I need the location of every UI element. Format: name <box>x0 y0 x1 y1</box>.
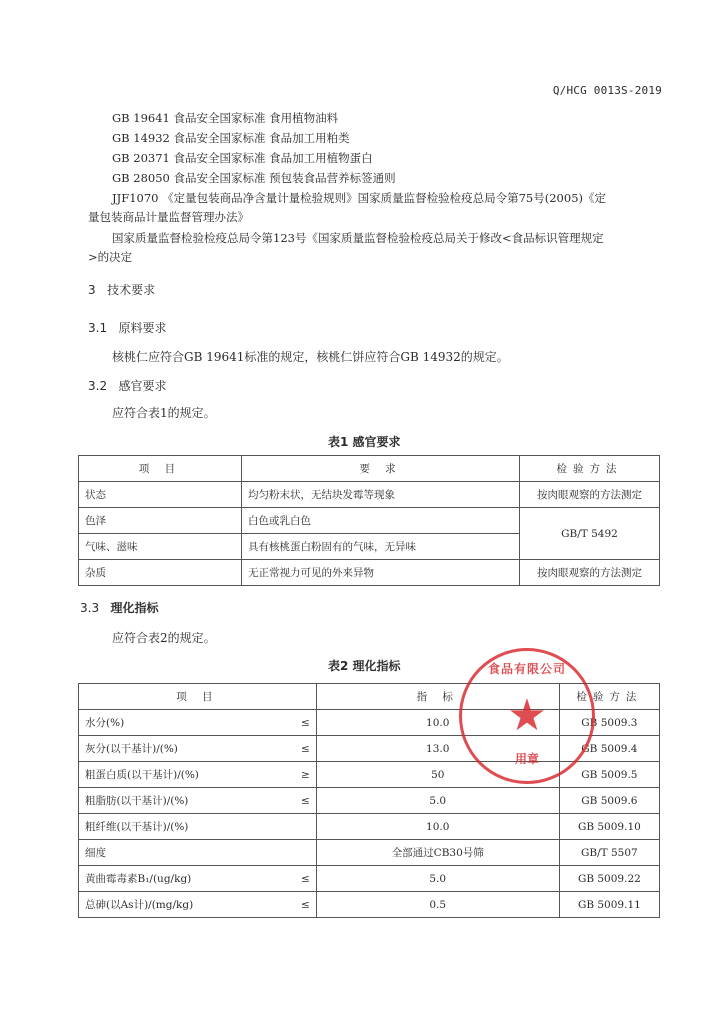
header-method: 检验方法 <box>559 684 659 710</box>
cell-comparator: ≤ <box>290 710 317 736</box>
cell-value: 50 <box>316 762 559 788</box>
cell-item: 水分(%) <box>79 710 290 736</box>
section-number: 3 <box>88 283 96 297</box>
header-item: 项 目 <box>79 456 242 482</box>
cell-comparator: ≤ <box>290 736 317 762</box>
cell-item: 气味、滋味 <box>79 534 242 560</box>
section-title: 感官要求 <box>118 379 167 393</box>
reference-gb28050: GB 28050 食品安全国家标准 预包装食品营养标签通则 <box>112 171 396 185</box>
section-title: 理化指标 <box>110 601 159 615</box>
cell-value: 0.5 <box>316 892 559 918</box>
cell-comparator <box>290 814 317 840</box>
cell-method: GB 5009.22 <box>559 866 659 892</box>
table-row <box>79 892 660 918</box>
section-3-2-text: 应符合表1的规定。 <box>112 406 216 420</box>
table-row <box>79 508 660 534</box>
cell-item: 粗脂肪(以干基计)/(%) <box>79 788 290 814</box>
cell-comparator: ≥ <box>290 762 317 788</box>
section-number: 3.3 <box>80 601 100 615</box>
section-number: 3.1 <box>88 321 108 335</box>
table-row <box>79 762 660 788</box>
cell-requirement: 白色或乳白色 <box>242 508 520 534</box>
table-row <box>79 866 660 892</box>
cell-method: GB 5009.5 <box>559 762 659 788</box>
section-3-2-heading <box>88 377 167 394</box>
cell-value: 10.0 <box>316 814 559 840</box>
header-method: 检验方法 <box>520 456 660 482</box>
header-item: 项 目 <box>79 684 317 710</box>
cell-method: GB 5009.3 <box>559 710 659 736</box>
sensory-requirements-table <box>78 455 660 586</box>
cell-comparator <box>290 840 317 866</box>
table-row <box>79 736 660 762</box>
cell-item: 黄曲霉毒素B₁/(ug/kg) <box>79 866 290 892</box>
cell-requirement: 均匀粉末状，无结块发霉等现象 <box>242 482 520 508</box>
document-number: Q/HCG 0013S-2019 <box>552 84 662 97</box>
table-row <box>79 788 660 814</box>
cell-method: GB/T 5492 <box>520 508 660 560</box>
cell-value: 5.0 <box>316 788 559 814</box>
table-row <box>79 560 660 586</box>
cell-item: 状态 <box>79 482 242 508</box>
cell-method: GB 5009.10 <box>559 814 659 840</box>
table-header-row <box>79 684 660 710</box>
header-requirement: 要 求 <box>242 456 520 482</box>
reference-jjf1070-cont: 量包装商品计量监督管理办法》 <box>88 210 249 224</box>
cell-method: GB 5009.6 <box>559 788 659 814</box>
section-number: 3.2 <box>88 379 108 393</box>
cell-value: 13.0 <box>316 736 559 762</box>
section-3-1-heading <box>88 319 167 336</box>
table-row <box>79 710 660 736</box>
cell-item: 总砷(以As计)/(mg/kg) <box>79 892 290 918</box>
cell-requirement: 具有核桃蛋白粉固有的气味，无异味 <box>242 534 520 560</box>
cell-item: 灰分(以干基计)/(%) <box>79 736 290 762</box>
reference-jjf1070: JJF1070 《定量包装商品净含量计量检验规则》国家质量监督检验检疫总局令第75号(2005)《定 <box>112 191 606 205</box>
reference-gb19641: GB 19641 食品安全国家标准 食用植物油料 <box>112 111 339 125</box>
seal-bottom-text: 用章 <box>514 752 539 766</box>
section-title: 原料要求 <box>118 321 167 335</box>
star-icon: ★ <box>507 690 547 741</box>
cell-method: 按肉眼观察的方法测定 <box>520 560 660 586</box>
table-header-row <box>79 456 660 482</box>
table-row <box>79 814 660 840</box>
cell-value: 5.0 <box>316 866 559 892</box>
physicochemical-table <box>78 683 660 918</box>
cell-comparator: ≤ <box>290 866 317 892</box>
section-3-3-heading <box>80 599 159 616</box>
seal-top-text: 食品有限公司 <box>487 662 566 676</box>
cell-comparator: ≤ <box>290 788 317 814</box>
cell-item: 杂质 <box>79 560 242 586</box>
cell-method: 按肉眼观察的方法测定 <box>520 482 660 508</box>
reference-order123: 国家质量监督检验检疫总局令第123号《国家质量监督检验检疫总局关于修改<食品标识管理规定 <box>112 231 604 245</box>
section-title: 技术要求 <box>107 283 156 297</box>
section-3-heading <box>88 281 155 298</box>
section-3-3-text: 应符合表2的规定。 <box>112 631 216 645</box>
cell-item: 粗蛋白质(以干基计)/(%) <box>79 762 290 788</box>
reference-order123-cont: >的决定 <box>88 250 133 264</box>
cell-requirement: 无正常视力可见的外来异物 <box>242 560 520 586</box>
table1-caption: 表1 感官要求 <box>328 435 401 449</box>
cell-value: 10.0 <box>316 710 559 736</box>
cell-comparator: ≤ <box>290 892 317 918</box>
cell-item: 细度 <box>79 840 290 866</box>
cell-value: 全部通过CB30号筛 <box>316 840 559 866</box>
header-index: 指 标 <box>316 684 559 710</box>
table-row <box>79 840 660 866</box>
section-3-1-text: 核桃仁应符合GB 19641标准的规定，核桃仁饼应符合GB 14932的规定。 <box>112 350 509 364</box>
table2-caption: 表2 理化指标 <box>328 659 401 673</box>
table-row <box>79 482 660 508</box>
cell-item: 粗纤维(以干基计)/(%) <box>79 814 290 840</box>
cell-item: 色泽 <box>79 508 242 534</box>
reference-gb20371: GB 20371 食品安全国家标准 食品加工用植物蛋白 <box>112 151 373 165</box>
cell-method: GB 5009.4 <box>559 736 659 762</box>
cell-method: GB 5009.11 <box>559 892 659 918</box>
cell-method: GB/T 5507 <box>559 840 659 866</box>
reference-gb14932: GB 14932 食品安全国家标准 食品加工用粕类 <box>112 131 350 145</box>
